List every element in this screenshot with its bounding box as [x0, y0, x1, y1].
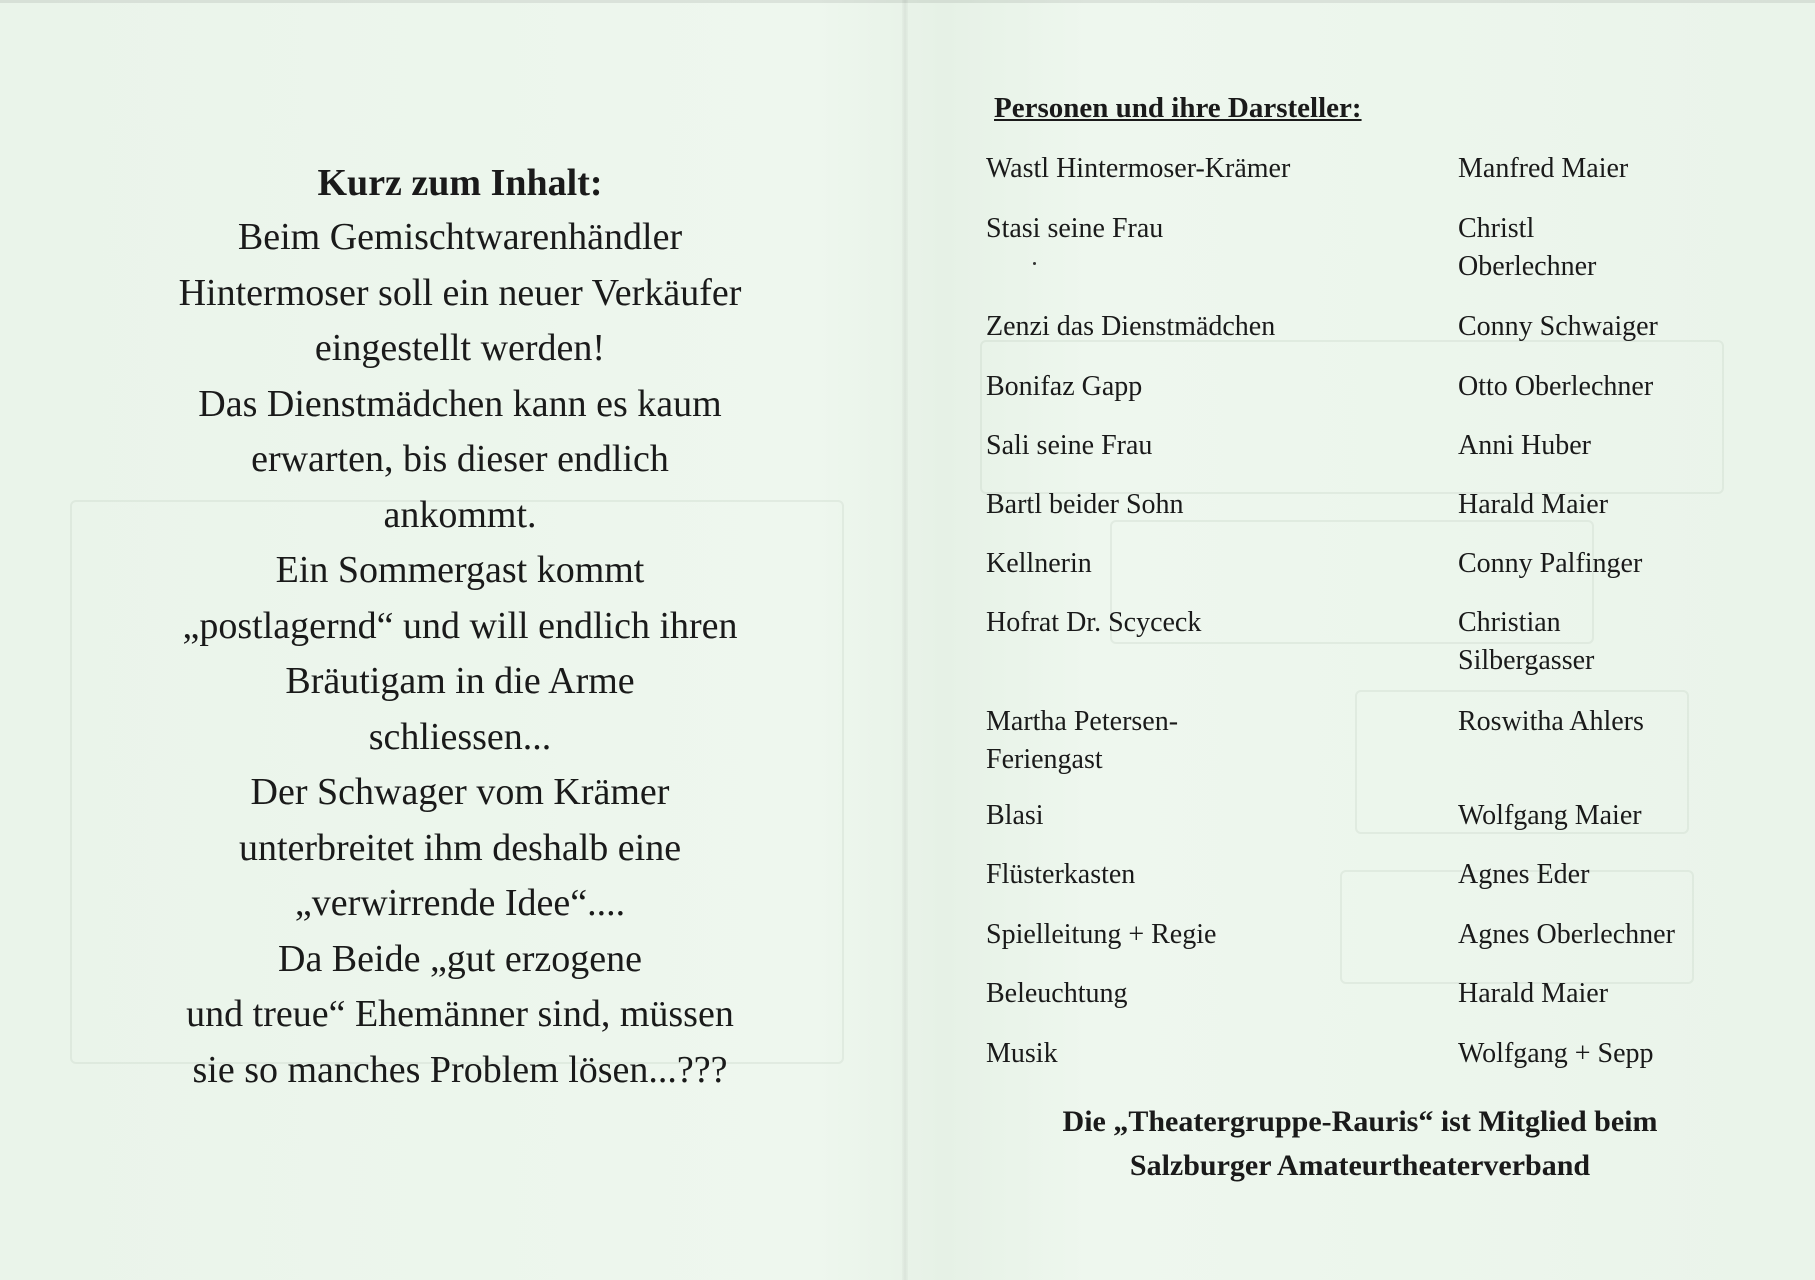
synopsis-line: Hintermoser soll ein neuer Verkäufer — [178, 271, 742, 314]
stray-dot — [1033, 262, 1036, 265]
cast-actor — [1458, 1035, 1758, 1073]
synopsis-line: Ein Sommergast kommt — [275, 549, 645, 591]
synopsis-line: erwarten, bis dieser endlich — [251, 438, 669, 480]
cast-role-line: Wastl Hintermoser-Krämer — [986, 153, 1291, 184]
cast-role-line: Bonifaz Gapp — [986, 371, 1143, 402]
cast-role — [986, 308, 1426, 346]
membership-line: Salzburger Amateurtheaterverband — [1129, 1149, 1591, 1182]
synopsis-line: Das Dienstmädchen kann es kaum — [198, 382, 722, 425]
cast-actor — [1458, 368, 1758, 406]
cast-actor-line: Roswitha Ahlers — [1458, 706, 1644, 737]
center-fold — [902, 0, 908, 1280]
cast-actor — [1458, 604, 1758, 680]
cast-actor-line: Manfred Maier — [1458, 153, 1629, 184]
cast-role — [986, 916, 1426, 954]
synopsis-heading: Kurz zum Inhalt: — [317, 162, 603, 204]
cast-role — [986, 486, 1426, 524]
synopsis-line: eingestellt werden! — [314, 327, 606, 369]
synopsis-line: und treue“ Ehemänner sind, müssen — [186, 993, 734, 1035]
synopsis-line: Der Schwager vom Krämer — [250, 771, 670, 813]
cast-role — [986, 797, 1426, 835]
synopsis-line: Bräutigam in die Arme — [285, 660, 635, 702]
cast-actor — [1458, 308, 1758, 346]
membership-line: Die „Theatergruppe-Rauris“ ist Mitglied beim — [1062, 1105, 1658, 1138]
cast-role — [986, 856, 1426, 894]
cast-actor-line: Christl — [1458, 213, 1535, 244]
cast-actor — [1458, 150, 1758, 188]
cast-actor — [1458, 545, 1758, 583]
cast-actor — [1458, 210, 1758, 286]
cast-role-line: Feriengast — [986, 744, 1103, 775]
cast-title: Personen und ihre Darsteller: — [994, 92, 1362, 124]
cast-role-line: Sali seine Frau — [986, 430, 1153, 461]
cast-actor-line: Christian — [1458, 607, 1561, 638]
cast-role — [986, 703, 1426, 779]
cast-role-line: Beleuchtung — [986, 978, 1128, 1009]
cast-role — [986, 150, 1426, 188]
cast-role — [986, 545, 1426, 583]
cast-actor — [1458, 975, 1758, 1013]
cast-actor-line: Conny Schwaiger — [1458, 311, 1658, 342]
cast-role — [986, 1035, 1426, 1073]
synopsis-line: unterbreitet ihm deshalb eine — [238, 826, 682, 869]
synopsis-line: „postlagernd“ und will endlich ihren — [182, 604, 738, 647]
cast-role-line: Blasi — [986, 800, 1044, 831]
cast-actor — [1458, 856, 1758, 894]
synopsis-line: ankommt. — [383, 493, 537, 536]
cast-role-line: Kellnerin — [986, 548, 1092, 579]
cast-role-line: Bartl beider Sohn — [986, 489, 1184, 520]
cast-actor-line: Anni Huber — [1458, 430, 1591, 461]
cast-actor — [1458, 486, 1758, 524]
cast-role — [986, 975, 1426, 1013]
cast-actor-line: Harald Maier — [1458, 489, 1609, 520]
cast-actor — [1458, 427, 1758, 465]
cast-actor-line: Wolfgang Maier — [1458, 800, 1642, 831]
synopsis-section — [110, 160, 810, 1098]
cast-actor-line: Agnes Eder — [1458, 859, 1590, 890]
bleed-through-frame — [980, 340, 1724, 494]
cast-role-line: Zenzi das Dienstmädchen — [986, 311, 1276, 342]
cast-actor-line: Conny Palfinger — [1458, 548, 1643, 579]
synopsis-line: schliessen... — [368, 715, 552, 758]
cast-actor-line: Oberlechner — [1458, 251, 1597, 282]
cast-role — [986, 368, 1426, 406]
cast-role-line: Martha Petersen- — [986, 706, 1179, 737]
cast-actor-line: Harald Maier — [1458, 978, 1609, 1009]
cast-role-line: Flüsterkasten — [986, 859, 1136, 890]
cast-actor — [1458, 916, 1758, 954]
cast-role — [986, 427, 1426, 465]
cast-actor-line: Wolfgang + Sepp — [1458, 1038, 1654, 1069]
synopsis-line: sie so manches Problem lösen...??? — [192, 1048, 728, 1091]
synopsis-line: Da Beide „gut erzogene — [278, 937, 642, 980]
synopsis-line: „verwirrende Idee“.... — [294, 882, 626, 924]
cast-actor — [1458, 703, 1758, 741]
cast-role — [986, 604, 1426, 642]
cast-role — [986, 210, 1426, 248]
membership-note — [960, 1100, 1760, 1188]
cast-actor-line: Silbergasser — [1458, 645, 1595, 676]
cast-actor-line: Agnes Oberlechner — [1458, 919, 1675, 950]
cast-role-line: Musik — [986, 1038, 1058, 1069]
cast-role-line: Spielleitung + Regie — [986, 919, 1217, 950]
synopsis-line: Beim Gemischtwarenhändler — [237, 216, 683, 258]
cast-actor-line: Otto Oberlechner — [1458, 371, 1654, 402]
cast-role-line: Hofrat Dr. Scyceck — [986, 607, 1202, 638]
cast-role-line: Stasi seine Frau — [986, 213, 1164, 244]
cast-actor — [1458, 797, 1758, 835]
